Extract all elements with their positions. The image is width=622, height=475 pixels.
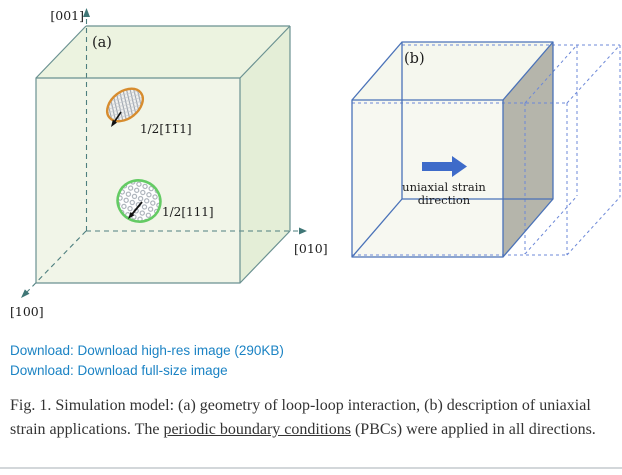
figure-download-links: [10, 341, 284, 381]
axis-001-arrowhead: [83, 8, 90, 17]
panel-a-label: (a): [92, 35, 112, 51]
axis-010-label: [010]: [294, 241, 328, 256]
download-full-size-link[interactable]: Download: Download full-size image: [10, 363, 228, 378]
panel-b-cube: [352, 42, 620, 257]
strain-annotation-line2: direction: [417, 193, 471, 207]
loop-green-burgers-label: 1/2[111]: [162, 205, 214, 219]
caption-text-after: (PBCs) were applied in all directions.: [350, 421, 596, 438]
axis-010-arrowhead: [299, 228, 307, 235]
figure-caption: [10, 394, 616, 442]
strain-annotation-line1: uniaxial strain: [402, 180, 486, 194]
panel-a-cube: [10, 8, 328, 319]
axis-100-label: [100]: [10, 304, 44, 319]
axis-001-label: [001]: [50, 8, 84, 23]
cube-b-front-face: [352, 100, 503, 257]
download-high-res-link[interactable]: Download: Download high-res image (290KB): [10, 343, 284, 358]
section-divider: [0, 467, 622, 469]
pbc-topic-link[interactable]: periodic boundary conditions: [163, 421, 351, 438]
loop-orange-burgers-label: 1/2[1̅1̅1]: [140, 122, 192, 136]
panel-b-label: (b): [404, 51, 425, 67]
caption-text-before: Fig. 1. Simulation model: (a) geometry of loop-loop interaction, (b) description of uniaxial strain applications. The: [10, 397, 591, 438]
